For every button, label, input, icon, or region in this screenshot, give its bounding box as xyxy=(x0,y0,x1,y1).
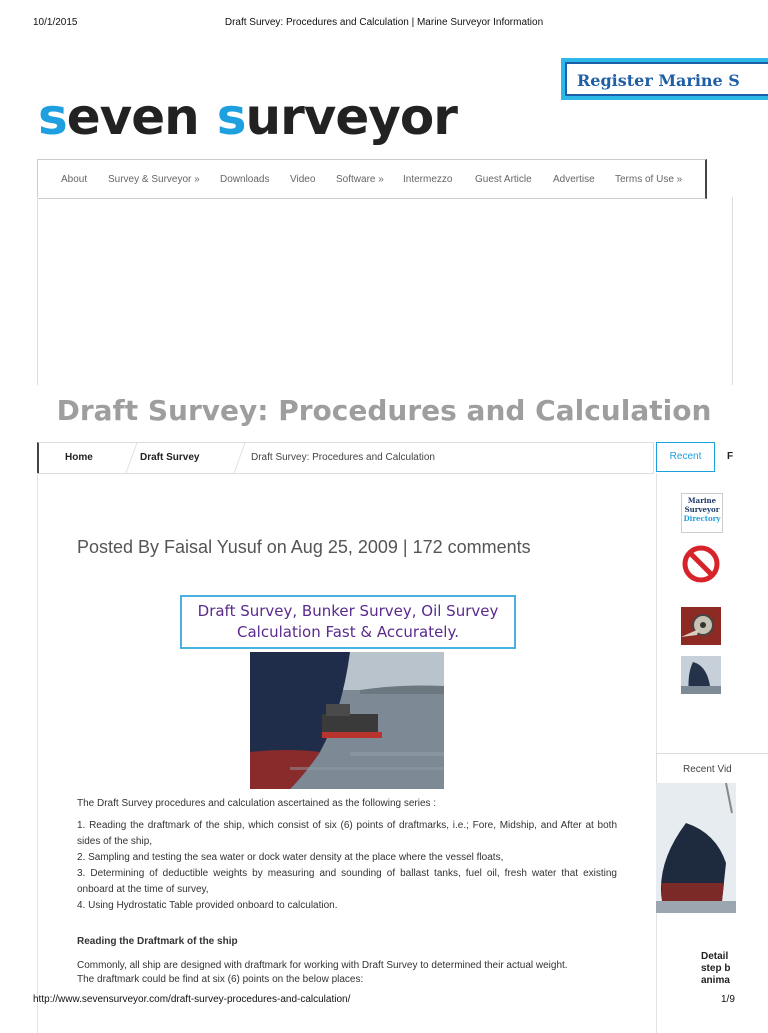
compass-icon xyxy=(681,607,721,645)
thumb-label-surveyor: Surveyor xyxy=(684,505,720,514)
logo-word-urveyor: urveyor xyxy=(245,88,457,146)
logo-letter-s2: s xyxy=(216,88,246,146)
logo-word-even: even xyxy=(66,88,199,146)
paragraph-2: The draftmark could be find at six (6) points on the below places: xyxy=(77,974,364,985)
paragraph-1: Commonly, all ship are designed with draftmark for working with Draft Survey to determined their actual weight. xyxy=(77,960,568,971)
ad-placeholder xyxy=(37,197,733,385)
promo-line-1: Draft Survey, Bunker Survey, Oil Survey xyxy=(197,602,499,620)
page-title: Draft Survey: Procedures and Calculation xyxy=(56,394,712,427)
thumb-label-directory: Directory xyxy=(683,514,721,523)
print-page-title: Draft Survey: Procedures and Calculation | Marine Surveyor Information xyxy=(224,17,544,28)
step-4: 4. Using Hydrostatic Table provided onboard to calculation. xyxy=(77,900,338,911)
thumb-no-sign[interactable] xyxy=(681,545,721,583)
video-ship-illustration xyxy=(656,783,736,913)
ship-bow-illustration xyxy=(250,652,444,789)
ship-icon xyxy=(681,656,721,694)
banner-frame xyxy=(565,62,768,96)
sidebar-tabs xyxy=(656,442,768,472)
nav-intermezzo[interactable]: Intermezzo xyxy=(403,174,453,185)
thumb-ship[interactable] xyxy=(681,656,721,694)
recent-videos-heading xyxy=(656,753,768,784)
breadcrumb-category[interactable]: Draft Survey xyxy=(140,452,200,463)
nav-video[interactable]: Video xyxy=(290,174,316,185)
thumb-compass[interactable] xyxy=(681,607,721,645)
recent-videos-label: Recent Vid xyxy=(683,764,732,775)
banner-text: Register Marine S xyxy=(577,71,740,90)
breadcrumb-separator xyxy=(220,443,246,473)
nav-guest-article[interactable]: Guest Article xyxy=(475,174,532,185)
recent-video-caption[interactable] xyxy=(701,951,730,987)
caption-line-1: Detail xyxy=(701,951,729,962)
site-logo[interactable] xyxy=(38,88,457,146)
caption-line-3: anima xyxy=(701,975,730,986)
breadcrumb-current: Draft Survey: Procedures and Calculation xyxy=(251,452,435,463)
register-banner[interactable] xyxy=(561,58,768,100)
caption-line-2: step b xyxy=(701,963,731,974)
intro-text: The Draft Survey procedures and calculation ascertained as the following series : xyxy=(77,798,437,809)
post-meta: Posted By Faisal Yusuf on Aug 25, 2009 | 172 comments xyxy=(77,537,531,557)
tab-recent[interactable]: Recent xyxy=(656,442,715,472)
tab-second[interactable]: F xyxy=(727,451,734,462)
nav-advertise[interactable]: Advertise xyxy=(553,174,595,185)
print-url: http://www.sevensurveyor.com/draft-survey-procedures-and-calculation/ xyxy=(33,994,351,1005)
nav-about[interactable]: About xyxy=(61,174,88,185)
print-date: 10/1/2015 xyxy=(33,17,78,28)
nav-survey-surveyor[interactable]: Survey & Surveyor » xyxy=(108,174,200,185)
prohibited-icon xyxy=(681,545,721,583)
breadcrumb-separator xyxy=(112,443,138,473)
breadcrumb-home[interactable]: Home xyxy=(65,452,93,463)
nav-software[interactable]: Software » xyxy=(336,174,384,185)
nav-terms-of-use[interactable]: Terms of Use » xyxy=(615,174,683,185)
section-heading: Reading the Draftmark of the ship xyxy=(77,936,238,947)
step-1: 1. Reading the draftmark of the ship, which consist of six (6) points of draftmarks, i.e.; Fore, Midship, and After at both sides of the ship, xyxy=(77,820,617,847)
thumb-marine-surveyor-directory[interactable] xyxy=(681,493,723,533)
promo-line-2: Calculation Fast & Accurately. xyxy=(237,623,459,641)
recent-video-thumbnail[interactable] xyxy=(656,783,736,913)
print-header xyxy=(0,0,768,44)
nav-downloads[interactable]: Downloads xyxy=(220,174,270,185)
step-2: 2. Sampling and testing the sea water or dock water density at the place where the vessel floats, xyxy=(77,852,504,863)
step-3: 3. Determining of deductible weights by measuring and sounding of ballast tanks, fuel oil, fresh water that existing onboard at the time of survey, xyxy=(77,868,617,895)
thumb-label-marine: Marine xyxy=(687,496,717,505)
promo-box[interactable] xyxy=(180,595,516,649)
ship-bow-photo xyxy=(250,652,444,789)
logo-letter-s1: s xyxy=(38,88,67,146)
print-page-number: 1/9 xyxy=(721,994,735,1005)
main-navigation xyxy=(37,159,707,199)
breadcrumb xyxy=(37,442,654,474)
